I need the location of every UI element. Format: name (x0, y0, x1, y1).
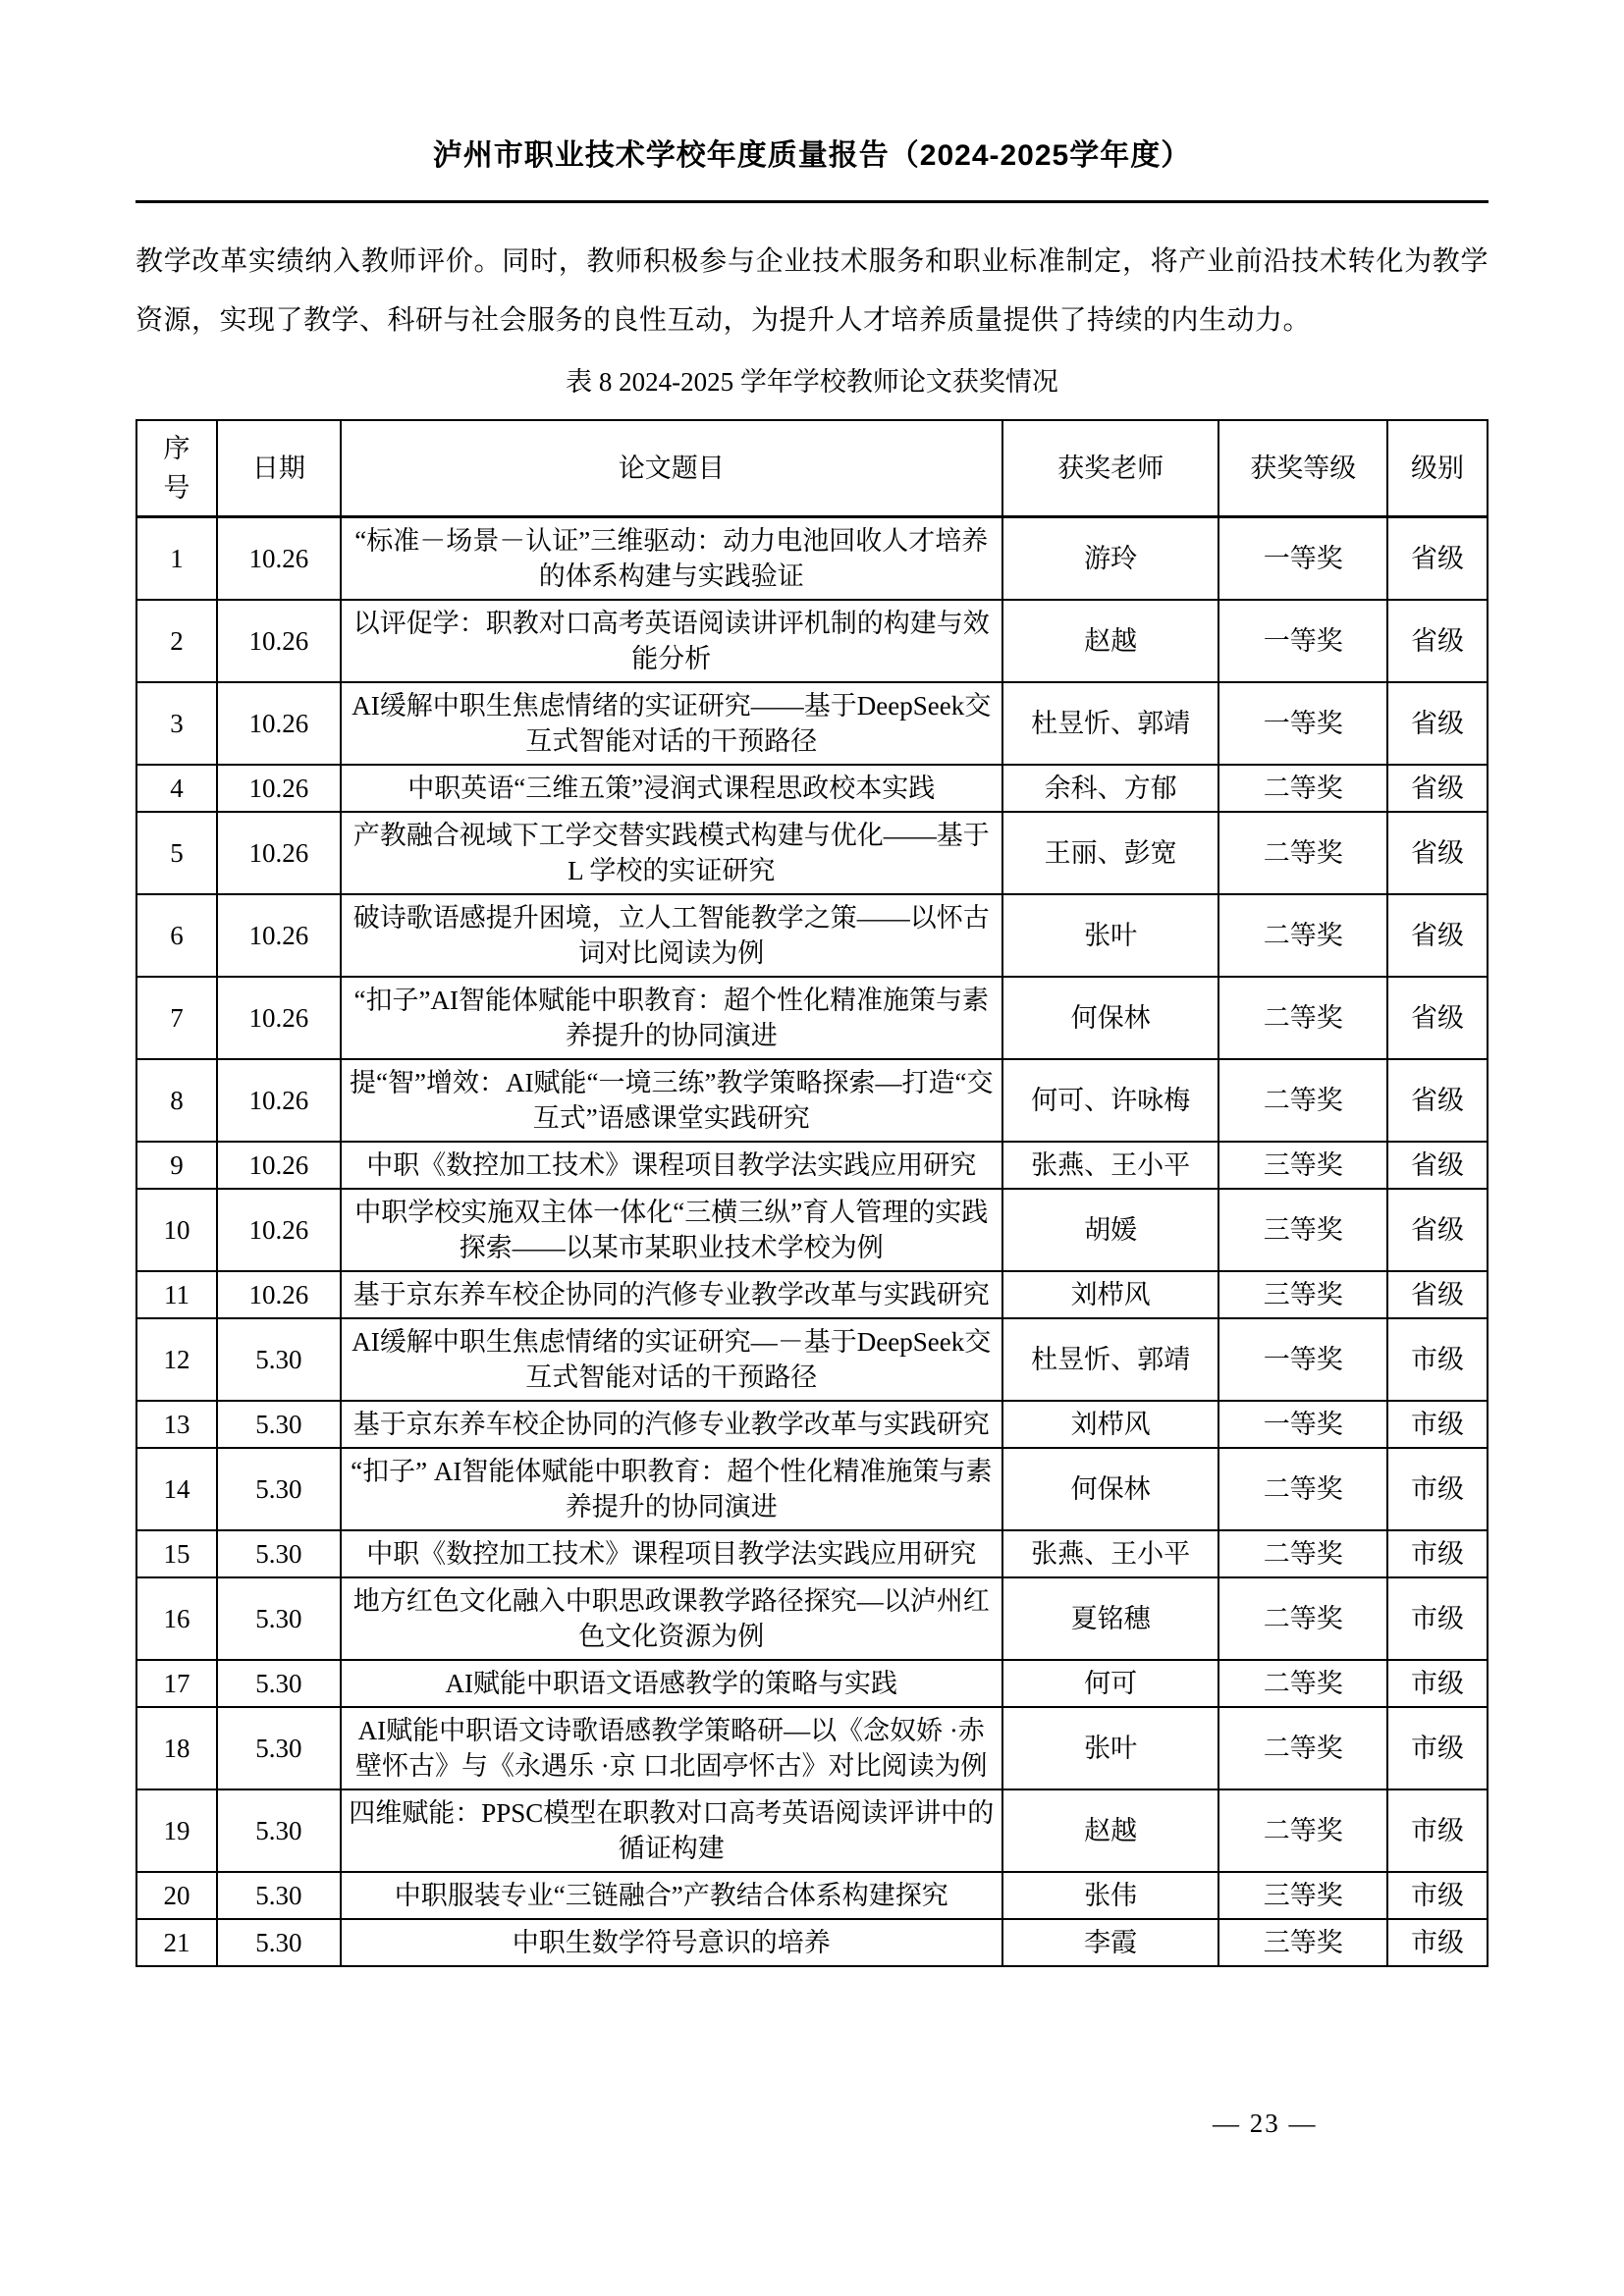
cell-index: 8 (136, 1059, 217, 1142)
table-row (136, 1448, 1488, 1530)
cell-index: 21 (136, 1919, 217, 1966)
cell-index: 9 (136, 1142, 217, 1189)
column-header: 论文题目 (341, 420, 1002, 517)
cell-index: 13 (136, 1401, 217, 1448)
column-header: 获奖等级 (1218, 420, 1387, 517)
cell-award: 二等奖 (1218, 765, 1387, 812)
cell-index: 20 (136, 1872, 217, 1919)
cell-award: 三等奖 (1218, 1271, 1387, 1318)
cell-award: 二等奖 (1218, 977, 1387, 1059)
cell-index: 17 (136, 1660, 217, 1707)
cell-award: 二等奖 (1218, 1059, 1387, 1142)
table-row (136, 1318, 1488, 1401)
table-row (136, 1271, 1488, 1318)
cell-teachers: 张伟 (1002, 1872, 1219, 1919)
cell-level: 市级 (1387, 1919, 1488, 1966)
cell-award: 二等奖 (1218, 1448, 1387, 1530)
cell-date: 5.30 (217, 1318, 341, 1401)
cell-teachers: 赵越 (1002, 600, 1219, 682)
table-row (136, 600, 1488, 682)
cell-award: 一等奖 (1218, 1401, 1387, 1448)
cell-level: 省级 (1387, 894, 1488, 977)
cell-award: 二等奖 (1218, 894, 1387, 977)
cell-award: 二等奖 (1218, 1660, 1387, 1707)
table-row (136, 812, 1488, 894)
page-content (135, 0, 1489, 1967)
table-row (136, 894, 1488, 977)
column-header: 日期 (217, 420, 341, 517)
cell-date: 10.26 (217, 765, 341, 812)
cell-teachers: 何保林 (1002, 1448, 1219, 1530)
cell-title: 中职《数控加工技术》课程项目教学法实践应用研究 (341, 1142, 1002, 1189)
table-row (136, 1577, 1488, 1660)
cell-award: 二等奖 (1218, 1789, 1387, 1872)
cell-teachers: 刘栉风 (1002, 1401, 1219, 1448)
table-row (136, 682, 1488, 765)
cell-title: 以评促学：职教对口高考英语阅读讲评机制的构建与效能分析 (341, 600, 1002, 682)
cell-teachers: 何可 (1002, 1660, 1219, 1707)
cell-level: 省级 (1387, 812, 1488, 894)
cell-date: 5.30 (217, 1577, 341, 1660)
cell-index: 19 (136, 1789, 217, 1872)
cell-teachers: 张燕、王小平 (1002, 1530, 1219, 1577)
table-row (136, 1789, 1488, 1872)
cell-date: 5.30 (217, 1789, 341, 1872)
body-paragraph: 教学改革实绩纳入教师评价。同时，教师积极参与企业技术服务和职业标准制定，将产业前沿技术转化为教学资源，实现了教学、科研与社会服务的良性互动，为提升人才培养质量提供了持续的内生动力。 (135, 246, 1489, 336)
cell-title: 基于京东养车校企协同的汽修专业教学改革与实践研究 (341, 1271, 1002, 1318)
cell-title: 基于京东养车校企协同的汽修专业教学改革与实践研究 (341, 1401, 1002, 1448)
cell-index: 12 (136, 1318, 217, 1401)
cell-date: 10.26 (217, 517, 341, 601)
cell-index: 18 (136, 1707, 217, 1789)
cell-index: 4 (136, 765, 217, 812)
awards-table-body (136, 517, 1488, 1967)
cell-index: 1 (136, 517, 217, 601)
cell-index: 16 (136, 1577, 217, 1660)
table-row (136, 1142, 1488, 1189)
cell-date: 5.30 (217, 1707, 341, 1789)
cell-award: 一等奖 (1218, 682, 1387, 765)
cell-date: 10.26 (217, 1189, 341, 1271)
cell-title: 地方红色文化融入中职思政课教学路径探究—以泸州红色文化资源为例 (341, 1577, 1002, 1660)
awards-table (135, 419, 1489, 1967)
cell-teachers: 杜昱忻、郭靖 (1002, 682, 1219, 765)
table-row (136, 1530, 1488, 1577)
cell-title: 四维赋能：PPSC模型在职教对口高考英语阅读评讲中的循证构建 (341, 1789, 1002, 1872)
cell-date: 10.26 (217, 1059, 341, 1142)
cell-teachers: 杜昱忻、郭靖 (1002, 1318, 1219, 1401)
cell-title: AI赋能中职语文诗歌语感教学策略研—以《念奴娇 ·赤壁怀古》与《永遇乐 ·京 口北固亭怀古》对比阅读为例 (341, 1707, 1002, 1789)
cell-level: 省级 (1387, 977, 1488, 1059)
cell-level: 市级 (1387, 1530, 1488, 1577)
cell-teachers: 何保林 (1002, 977, 1219, 1059)
cell-award: 三等奖 (1218, 1142, 1387, 1189)
header-rule (135, 200, 1489, 203)
table-row (136, 1872, 1488, 1919)
cell-date: 5.30 (217, 1530, 341, 1577)
table-row (136, 765, 1488, 812)
table-row (136, 1401, 1488, 1448)
cell-title: “扣子”AI智能体赋能中职教育：超个性化精准施策与素养提升的协同演进 (341, 977, 1002, 1059)
cell-level: 市级 (1387, 1789, 1488, 1872)
cell-date: 5.30 (217, 1448, 341, 1530)
cell-level: 市级 (1387, 1318, 1488, 1401)
cell-level: 省级 (1387, 765, 1488, 812)
cell-index: 6 (136, 894, 217, 977)
cell-award: 一等奖 (1218, 600, 1387, 682)
cell-title: “标准－场景－认证”三维驱动：动力电池回收人才培养的体系构建与实践验证 (341, 517, 1002, 601)
cell-index: 5 (136, 812, 217, 894)
cell-date: 10.26 (217, 977, 341, 1059)
cell-award: 二等奖 (1218, 1707, 1387, 1789)
cell-date: 5.30 (217, 1401, 341, 1448)
table-row (136, 1189, 1488, 1271)
cell-teachers: 王丽、彭宽 (1002, 812, 1219, 894)
cell-level: 省级 (1387, 682, 1488, 765)
table-row (136, 1919, 1488, 1966)
cell-teachers: 赵越 (1002, 1789, 1219, 1872)
cell-title: AI缓解中职生焦虑情绪的实证研究——基于DeepSeek交互式智能对话的干预路径 (341, 682, 1002, 765)
table-row (136, 1707, 1488, 1789)
cell-award: 三等奖 (1218, 1872, 1387, 1919)
cell-award: 三等奖 (1218, 1919, 1387, 1966)
cell-title: 中职生数学符号意识的培养 (341, 1919, 1002, 1966)
table-row (136, 1059, 1488, 1142)
table-header-row (136, 420, 1488, 517)
cell-title: AI缓解中职生焦虑情绪的实证研究—－基于DeepSeek交互式智能对话的干预路径 (341, 1318, 1002, 1401)
cell-teachers: 夏铭穗 (1002, 1577, 1219, 1660)
cell-date: 10.26 (217, 600, 341, 682)
cell-level: 省级 (1387, 600, 1488, 682)
table-row (136, 1660, 1488, 1707)
table-row (136, 517, 1488, 601)
cell-level: 市级 (1387, 1577, 1488, 1660)
cell-level: 省级 (1387, 517, 1488, 601)
cell-teachers: 何可、许咏梅 (1002, 1059, 1219, 1142)
cell-teachers: 张燕、王小平 (1002, 1142, 1219, 1189)
cell-teachers: 余科、方郁 (1002, 765, 1219, 812)
cell-title: 提“智”增效：AI赋能“一境三练”教学策略探索—打造“交互式”语感课堂实践研究 (341, 1059, 1002, 1142)
table-caption: 表 8 2024-2025 学年学校教师论文获奖情况 (566, 367, 1058, 397)
cell-title: 中职服装专业“三链融合”产教结合体系构建探究 (341, 1872, 1002, 1919)
cell-award: 二等奖 (1218, 812, 1387, 894)
cell-teachers: 张叶 (1002, 894, 1219, 977)
cell-level: 市级 (1387, 1872, 1488, 1919)
cell-level: 省级 (1387, 1142, 1488, 1189)
cell-title: 中职学校实施双主体一体化“三横三纵”育人管理的实践探索——以某市某职业技术学校为例 (341, 1189, 1002, 1271)
report-title: 泸州市职业技术学校年度质量报告（2024-2025学年度） (432, 139, 1192, 172)
cell-teachers: 刘栉风 (1002, 1271, 1219, 1318)
cell-level: 省级 (1387, 1189, 1488, 1271)
cell-date: 5.30 (217, 1919, 341, 1966)
cell-title: 中职英语“三维五策”浸润式课程思政校本实践 (341, 765, 1002, 812)
table-row (136, 977, 1488, 1059)
cell-date: 10.26 (217, 894, 341, 977)
cell-teachers: 李霞 (1002, 1919, 1219, 1966)
cell-level: 市级 (1387, 1707, 1488, 1789)
cell-date: 5.30 (217, 1660, 341, 1707)
cell-level: 市级 (1387, 1660, 1488, 1707)
awards-table-header (136, 420, 1488, 517)
cell-index: 2 (136, 600, 217, 682)
cell-level: 省级 (1387, 1059, 1488, 1142)
cell-level: 市级 (1387, 1401, 1488, 1448)
cell-date: 10.26 (217, 1271, 341, 1318)
cell-teachers: 游玲 (1002, 517, 1219, 601)
cell-award: 二等奖 (1218, 1577, 1387, 1660)
cell-award: 三等奖 (1218, 1189, 1387, 1271)
cell-award: 二等奖 (1218, 1530, 1387, 1577)
cell-date: 5.30 (217, 1872, 341, 1919)
cell-index: 3 (136, 682, 217, 765)
cell-title: 破诗歌语感提升困境，立人工智能教学之策——以怀古词对比阅读为例 (341, 894, 1002, 977)
column-header: 获奖老师 (1002, 420, 1219, 517)
cell-date: 10.26 (217, 682, 341, 765)
cell-date: 10.26 (217, 812, 341, 894)
cell-title: 产教融合视域下工学交替实践模式构建与优化——基于 L 学校的实证研究 (341, 812, 1002, 894)
cell-index: 11 (136, 1271, 217, 1318)
cell-index: 14 (136, 1448, 217, 1530)
cell-date: 10.26 (217, 1142, 341, 1189)
cell-title: “扣子” AI智能体赋能中职教育：超个性化精准施策与素养提升的协同演进 (341, 1448, 1002, 1530)
cell-index: 10 (136, 1189, 217, 1271)
cell-title: AI赋能中职语文语感教学的策略与实践 (341, 1660, 1002, 1707)
cell-index: 7 (136, 977, 217, 1059)
cell-teachers: 胡媛 (1002, 1189, 1219, 1271)
cell-title: 中职《数控加工技术》课程项目教学法实践应用研究 (341, 1530, 1002, 1577)
cell-index: 15 (136, 1530, 217, 1577)
cell-level: 省级 (1387, 1271, 1488, 1318)
cell-award: 一等奖 (1218, 1318, 1387, 1401)
column-header: 序号 (136, 420, 217, 517)
page-number: — 23 — (1213, 2109, 1318, 2138)
cell-level: 市级 (1387, 1448, 1488, 1530)
cell-teachers: 张叶 (1002, 1707, 1219, 1789)
cell-award: 一等奖 (1218, 517, 1387, 601)
column-header: 级别 (1387, 420, 1488, 517)
